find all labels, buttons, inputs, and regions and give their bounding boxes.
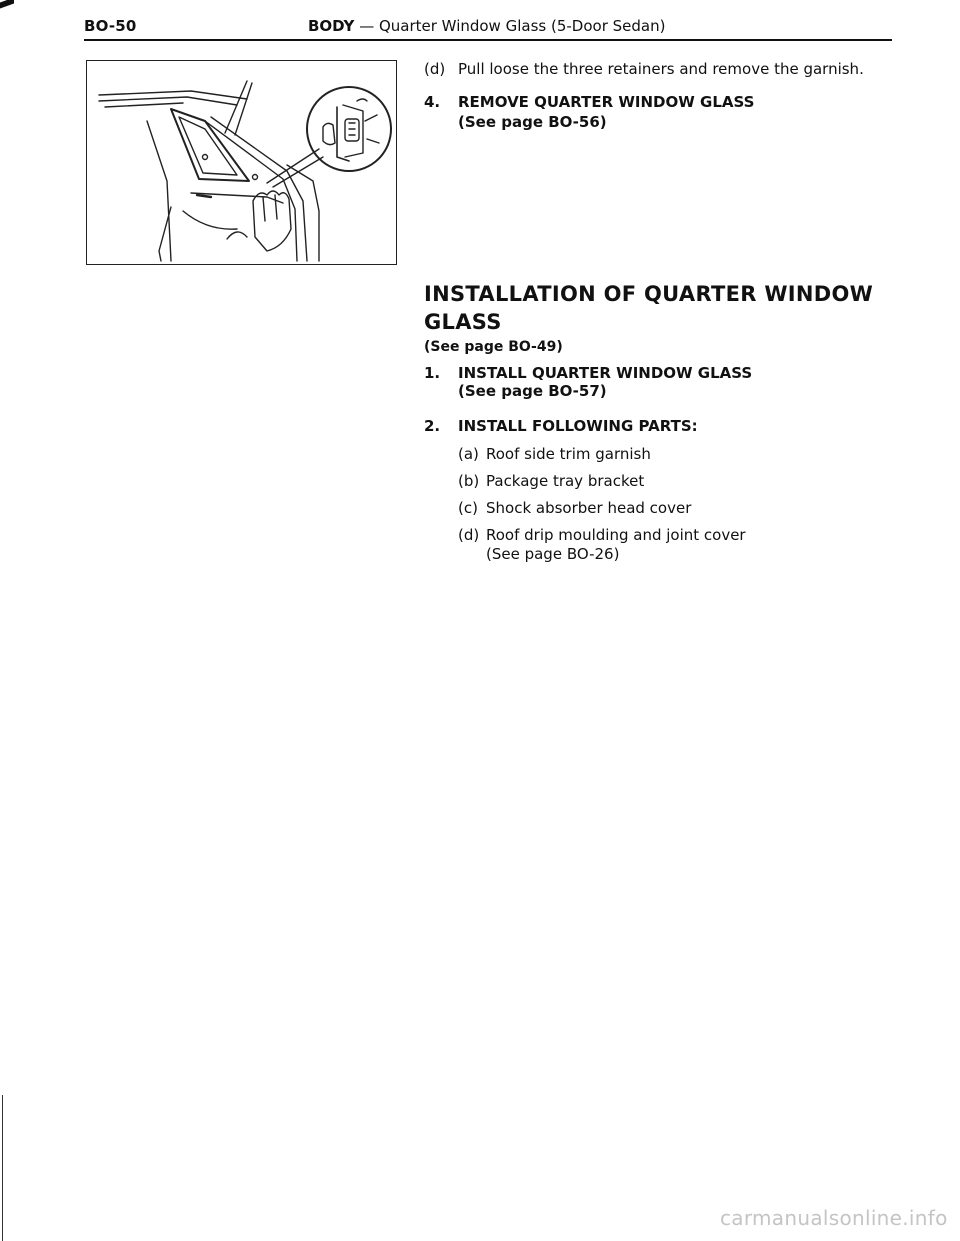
page-edge-rule	[2, 1095, 3, 1241]
step-label: (d)	[424, 60, 446, 78]
step-title: INSTALL FOLLOWING PARTS:	[458, 417, 698, 435]
step-ref: (See page BO-57)	[458, 382, 607, 400]
header-rule	[84, 39, 892, 41]
item-text: Roof side trim garnish	[486, 445, 651, 463]
step-ref: (See page BO-56)	[458, 113, 607, 131]
item-label: (b)	[458, 472, 480, 490]
item-ref: (See page BO-26)	[486, 545, 620, 563]
watermark: carmanualsonline.info	[720, 1206, 948, 1230]
installation-ref: (See page BO-49)	[424, 339, 563, 355]
installation-title-line2: GLASS	[424, 310, 502, 334]
page-code: BO-50	[84, 17, 137, 35]
item-text: Roof drip moulding and joint cover	[486, 526, 746, 544]
page-corner-mark	[0, 0, 14, 9]
page-header	[84, 15, 892, 41]
quarter-window-garnish-illustration	[87, 61, 395, 263]
header-separator: —	[359, 17, 375, 35]
step-title: INSTALL QUARTER WINDOW GLASS	[458, 364, 753, 382]
item-label: (d)	[458, 526, 480, 544]
installation-title-line1: INSTALLATION OF QUARTER WINDOW	[424, 282, 874, 306]
item-text: Package tray bracket	[486, 472, 645, 490]
quarter-window-figure	[86, 60, 397, 265]
step-text: Pull loose the three retainers and remove the garnish.	[458, 60, 864, 78]
step-number: 4.	[424, 93, 441, 111]
item-label: (a)	[458, 445, 479, 463]
header-subtitle: Quarter Window Glass (5-Door Sedan)	[378, 17, 666, 35]
header-title	[308, 17, 665, 35]
item-text: Shock absorber head cover	[486, 499, 692, 517]
header-section: BODY	[308, 17, 355, 35]
step-title: REMOVE QUARTER WINDOW GLASS	[458, 93, 755, 111]
step-number: 2.	[424, 417, 441, 435]
step-number: 1.	[424, 364, 441, 382]
item-label: (c)	[458, 499, 478, 517]
